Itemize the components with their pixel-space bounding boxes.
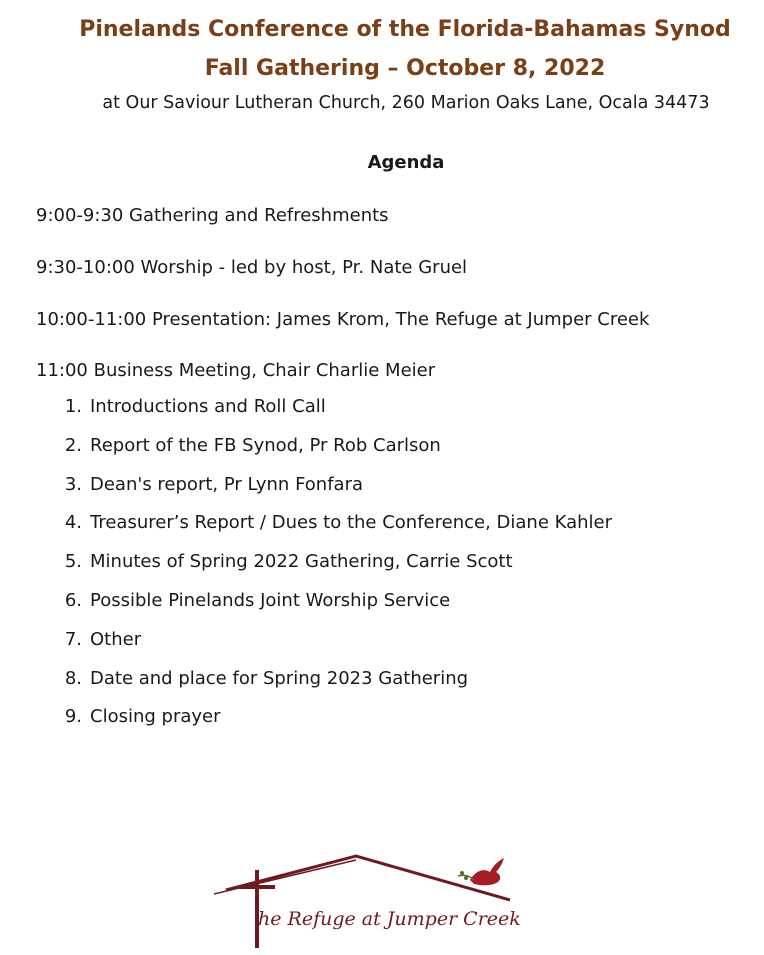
schedule-item-presentation: 10:00-11:00 Presentation: James Krom, The Refuge at Jumper Creek — [36, 309, 650, 330]
item-text: Minutes of Spring 2022 Gathering, Carrie Scott — [90, 551, 513, 573]
item-number: 8. — [64, 667, 82, 689]
item-text: Possible Pinelands Joint Worship Service — [90, 589, 451, 611]
item-text: Date and place for Spring 2023 Gathering — [90, 667, 469, 689]
event-location: at Our Saviour Lutheran Church, 260 Marion Oaks Lane, Ocala 34473 — [102, 93, 710, 113]
item-number: 5. — [64, 551, 82, 573]
schedule-item-business-meeting: 11:00 Business Meeting, Chair Charlie Meier — [36, 360, 436, 381]
item-text: Report of the FB Synod, Pr Rob Carlson — [90, 434, 441, 456]
agenda-heading: Agenda — [367, 152, 445, 173]
refuge-logo — [208, 850, 524, 950]
house-cross-dove-icon — [208, 850, 524, 950]
item-number: 3. — [64, 473, 82, 495]
schedule-item-worship: 9:30-10:00 Worship - led by host, Pr. Nate Gruel — [36, 257, 468, 278]
item-number: 2. — [64, 434, 82, 456]
item-number: 1. — [64, 396, 82, 417]
item-number: 6. — [64, 589, 82, 611]
schedule-item-gathering: 9:00-9:30 Gathering and Refreshments — [36, 205, 389, 226]
item-text: Treasurer’s Report / Dues to the Conference, Diane Kahler — [90, 512, 613, 534]
item-number: 9. — [64, 706, 82, 728]
event-title: Fall Gathering – October 8, 2022 — [204, 56, 606, 81]
item-text: Dean's report, Pr Lynn Fonfara — [90, 473, 363, 495]
item-number: 4. — [64, 512, 82, 534]
item-text: Other — [90, 628, 142, 650]
item-text: Closing prayer — [90, 706, 221, 728]
logo-text: he Refuge at Jumper Creek — [258, 908, 521, 930]
document-title: Pinelands Conference of the Florida-Bahamas Synod — [79, 17, 731, 42]
item-number: 7. — [64, 628, 82, 650]
item-text: Introductions and Roll Call — [90, 396, 326, 417]
